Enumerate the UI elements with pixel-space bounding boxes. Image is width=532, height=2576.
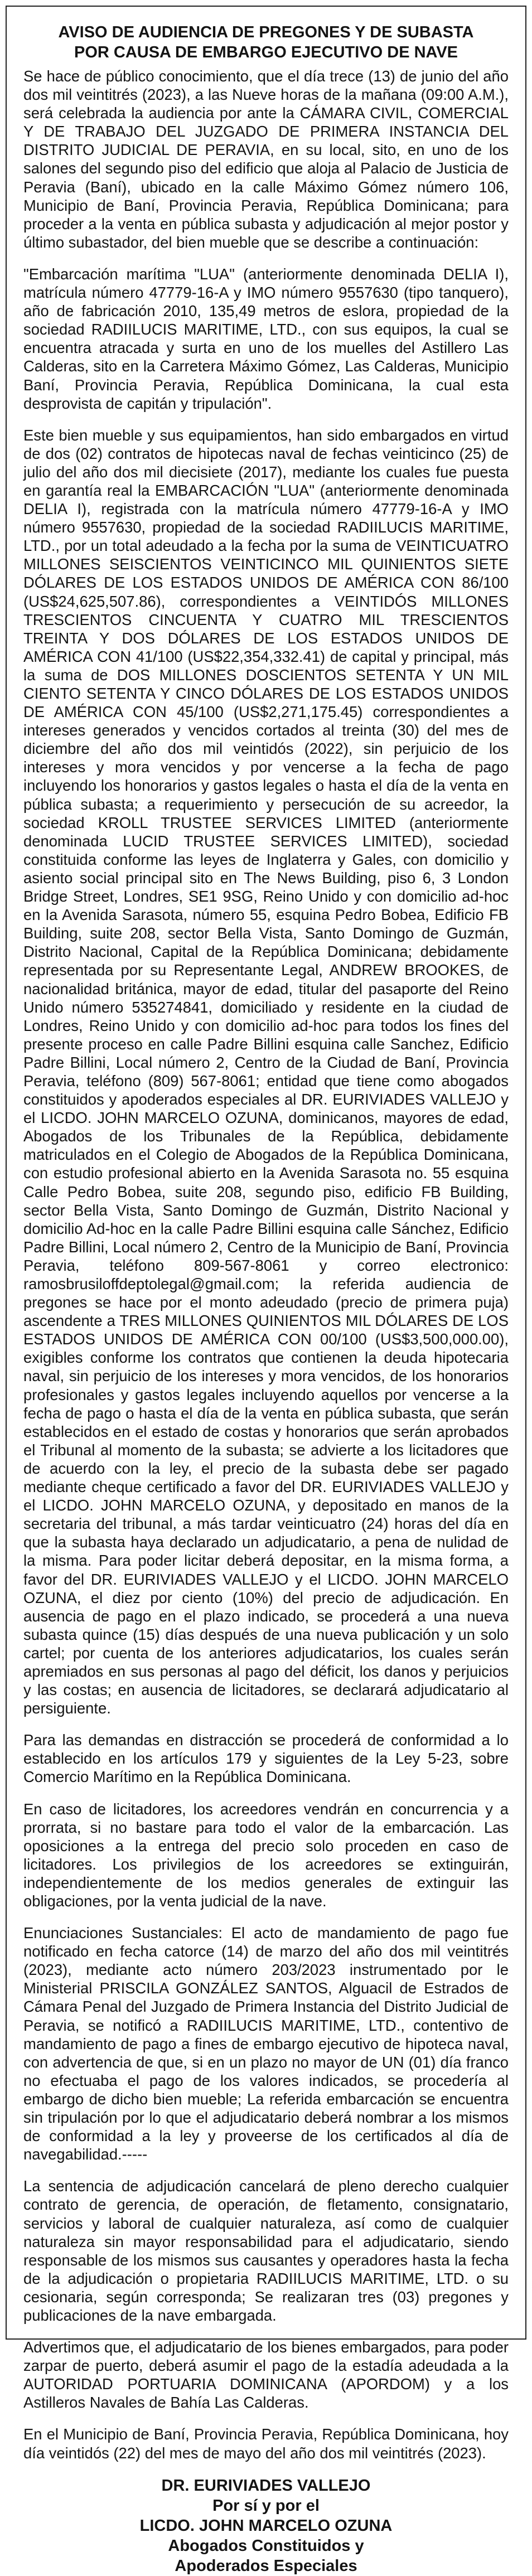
notice-paragraph: En caso de licitadores, los acreedores vendrán en concurrencia y a prorrata, si no bastare para todo el valor de la embarcación. Las oposiciones a la entrega del precio solo proceden en caso de licitadores. Los privilegios de los acreedores se extinguirán, independientemente de los medios generales de extinguir las obligaciones, por la venta judicial de la nave. <box>23 1800 513 1910</box>
notice-title-line: POR CAUSA DE EMBARGO EJECUTIVO DE NAVE <box>74 43 458 61</box>
signature-line: Abogados Constituidos y <box>168 2536 364 2555</box>
signature-line: LICDO. JOHN MARCELO OZUNA <box>139 2516 393 2535</box>
notice-paragraph: "Embarcación marítima "LUA" (anteriormente denominada DELIA I), matrícula número 47779-16-A y IMO número 9557630 (tipo tanquero), año de fabricación 2010, 135,49 metros de eslora, propiedad de la sociedad RADIILUCIS MARITIME, LTD., con sus equipos, la cual se encuentra atracada y surta en uno de los muelles del Astillero Las Calderas, sito en la Carretera Máximo Gómez, Las Calderas, Municipio Baní, Provincia Peravia, República Dominicana, la cual esta desprovista de capitán y tripulación". <box>23 265 513 412</box>
notice-paragraph: Se hace de público conocimiento, que el día trece (13) de junio del año dos mil veintitrés (2023), a las Nueve horas de la mañana (09:00 A.M.), será celebrada la audiencia por ante la CÁMARA CIVIL, COMERCIAL Y DE TRABAJO DEL JUZGADO DE PRIMERA INSTANCIA DEL DISTRITO JUDICIAL DE PERAVIA, en su local, sito, en uno de los salones del segundo piso del edificio que aloja al Palacio de Justicia de Peravia (Baní), ubicado en la calle Máximo Gómez número 106, Municipio de Baní, Provincia Peravia, República Dominicana; para proceder a la venta en pública subasta y adjudicación al mejor postor y último subastador, del bien mueble que se describe a continuación: <box>23 67 513 251</box>
page-border <box>6 6 526 2340</box>
notice-paragraph: Enunciaciones Sustanciales: El acto de mandamiento de pago fue notificado en fecha catorce (14) de marzo del año dos mil veintitrés (2023), mediante acto número 203/2023 instrumentado por le Ministerial PRISCILA GONZÁLEZ SANTOS, Alguacil de Estrados de Cámara Penal del Juzgado de Primera Instancia del Distrito Judicial de Peravia, se notificó a RADIILUCIS MARITIME, LTD., contentivo de mandamiento de pago a fines de embargo ejecutivo de hipoteca naval, con advertencia de que, si en un plazo no mayor de UN (01) día franco no efectuaba el pago de los valores indicados, se procedería al embargo de dicho bien mueble; La referida embarcación se encuentra sin tripulación por lo que el adjudicatario deberá nombrar a los mismos de conformidad a la ley y proveerse de los certificados al día de navegabilidad.----- <box>23 1924 513 2163</box>
notice-paragraph: La sentencia de adjudicación cancelará de pleno derecho cualquier contrato de gerencia, de operación, de fletamento, consignatario, servicios y laboral de cualquier naturaleza, así como de cualquier naturaleza sin mayor responsabilidad para el adjudicatario, siendo responsable de los mismos sus causantes y operadores hasta la fecha de la adjudicación o propietaria RADIILUCIS MARITIME, LTD. o su cesionaria, según corresponda; Se realizaran tres (03) pregones y publicaciones de la nave embargada. <box>23 2177 513 2324</box>
notice-paragraph: Para las demandas en distracción se procederá de conformidad a lo establecido en los artículos 179 y siguientes de la Ley 5-23, sobre Comercio Marítimo en la República Dominicana. <box>23 1731 513 1786</box>
signature-line: DR. EURIVIADES VALLEJO <box>161 2476 371 2495</box>
notice-paragraph: Este bien mueble y sus equipamientos, han sido embargados en virtud de dos (02) contratos de hipotecas naval de fechas veinticinco (25) de julio del año dos mil diecisiete (2017), mediante los cuales fue puesta en garantía real la EMBARCACIÓN "LUA" (anteriormente denominada DELIA I), registrada con la matrícula número 47779-16-A y IMO número 9557630, propiedad de la sociedad RADIILUCIS MARITIME, LTD., por un total adeudado a la fecha por la suma de VEINTICUATRO MILLONES SEISCIENTOS VEINTICINCO MIL QUINIENTOS SIETE DÓLARES DE LOS ESTADOS UNIDOS DE AMÉRICA CON 86/100 (US$24,625,507.86), correspondientes a VEINTIDÓS MILLONES TRESCIENTOS CINCUENTA Y CUATRO MIL TRESCIENTOS TREINTA Y DOS DÓLARES DE LOS ESTADOS UNIDOS DE AMÉRICA CON 41/100 (US$22,354,332.41) de capital y principal, más la suma de DOS MILLONES DOSCIENTOS SETENTA Y UN MIL CIENTO SETENTA Y CINCO DÓLARES DE LOS ESTADOS UNIDOS DE AMÉRICA CON 45/100 (US$2,271,175.45) correspondientes a intereses generados y vencidos cortados al treinta (30) del mes de diciembre del año dos mil veintidós (2022), sin perjuicio de los intereses y mora vencidos y por vencerse a la fecha de pago incluyendo los honorarios y gastos legales o hasta el día de la venta en pública subasta; a requerimiento y persecución de su acreedor, la sociedad KROLL TRUSTEE SERVICES LIMITED (anteriormente denominada LUCID TRUSTEE SERVICES LIMITED), sociedad constituida conforme las leyes de Inglaterra y Gales, con domicilio y asiento social principal sito en The News Building, piso 6, 3 London Bridge Street, Londres, SE1 9SG, Reino Unido y con domicilio ad-hoc en la Avenida Sarasota, número 55, esquina Pedro Bobea, Edificio FB Building, suite 208, sector Bella Vista, Santo Domingo de Guzmán, Distrito Nacional, Capital de la República Dominicana; debidamente representada por su Representante Legal, ANDREW BROOKES, de nacionalidad británica, mayor de edad, titular del pasaporte del Reino Unido número 535274841, domiciliado y residente en la ciudad de Londres, Reino Unido y con domicilio ad-hoc para todos los fines del presente proceso en calle Padre Billini esquina calle Sanchez, Edificio Padre Billini, Local número 2, Centro de la Ciudad de Baní, Provincia Peravia, teléfono (809) 567-8061; entidad que tiene como abogados constituidos y apoderados especiales al DR. EURIVIADES VALLEJO y el LICDO. JOHN MARCELO OZUNA, dominicanos, mayores de edad, Abogados de los Tribunales de la República, debidamente matriculados en el Colegio de Abogados de la República Dominicana, con estudio profesional abierto en la Avenida Sarasota no. 55 esquina Calle Pedro Bobea, suite 208, segundo piso, edificio FB Building, sector Bella Vista, Santo Domingo de Guzmán, Distrito Nacional y domicilio Ad-hoc en la calle Padre Billini esquina calle Sánchez, Edificio Padre Billini, Local número 2, Centro de la Municipio de Baní, Provincia Peravia, teléfono 809-567-8061 y correo electronico: ramosbrusiloffdeptolegal@gmail.com; la referida audiencia de pregones se hace por el monto adeudado (precio de primera puja) ascendente a TRES MILLONES QUINIENTOS MIL DÓLARES DE LOS ESTADOS UNIDOS DE AMÉRICA CON 00/100 (US$3,500,000.00), exigibles conforme los contratos que contienen la deuda hipotecaria naval, sin perjuicio de los intereses y mora vencidos, de los honorarios profesionales y gastos legales incluyendo aquellos por vencerse a la fecha de pago o hasta el día de la venta en pública subasta, que serán establecidos en el estado de costas y honorarios que serán aprobados el Tribunal al momento de la subasta; se advierte a los licitadores que de acuerdo con la ley, el precio de la subasta debe ser pagado mediante cheque certificado a favor del DR. EURIVIADES VALLEJO y el LICDO. JOHN MARCELO OZUNA, y depositado en manos de la secretaria del tribunal, a más tardar veinticuatro (24) horas del día en que la subasta haya declarado un adjudicatario, a pena de nulidad de la misma. Para poder licitar deberá depositar, en la misma forma, a favor del DR. EURIVIADES VALLEJO y el LICDO. JOHN MARCELO OZUNA, el diez por ciento (10%) del precio de adjudicación. En ausencia de pago en el plazo indicado, se procederá a una nueva subasta quince (15) días después de una nueva publicación y un solo cartel; por cuenta de los anteriores adjudicatarios, los cuales serán apremiados en sus personas al pago del déficit, los danos y perjuicios y las costas; en ausencia de licitadores, se declarará adjudicatario al persiguiente. <box>23 426 513 1717</box>
signature-line: Apoderados Especiales <box>175 2556 357 2575</box>
notice-title-line: AVISO DE AUDIENCIA DE PREGONES Y DE SUBASTA <box>58 23 474 41</box>
notice-paragraph: Advertimos que, el adjudicatario de los bienes embargados, para poder zarpar de puerto, deberá asumir el pago de la estadía adeudada a la AUTORIDAD PORTUARIA DOMINICANA (APORDOM) y a los Astilleros Navales de Bahía Las Calderas. <box>23 2338 513 2412</box>
signature-block <box>23 2476 509 2576</box>
notice-paragraph: En el Municipio de Baní, Provincia Peravia, República Dominicana, hoy día veintidós (22) del mes de mayo del año dos mil veintitrés (2023). <box>23 2425 513 2462</box>
signature-line: Por sí y por el <box>212 2496 320 2515</box>
